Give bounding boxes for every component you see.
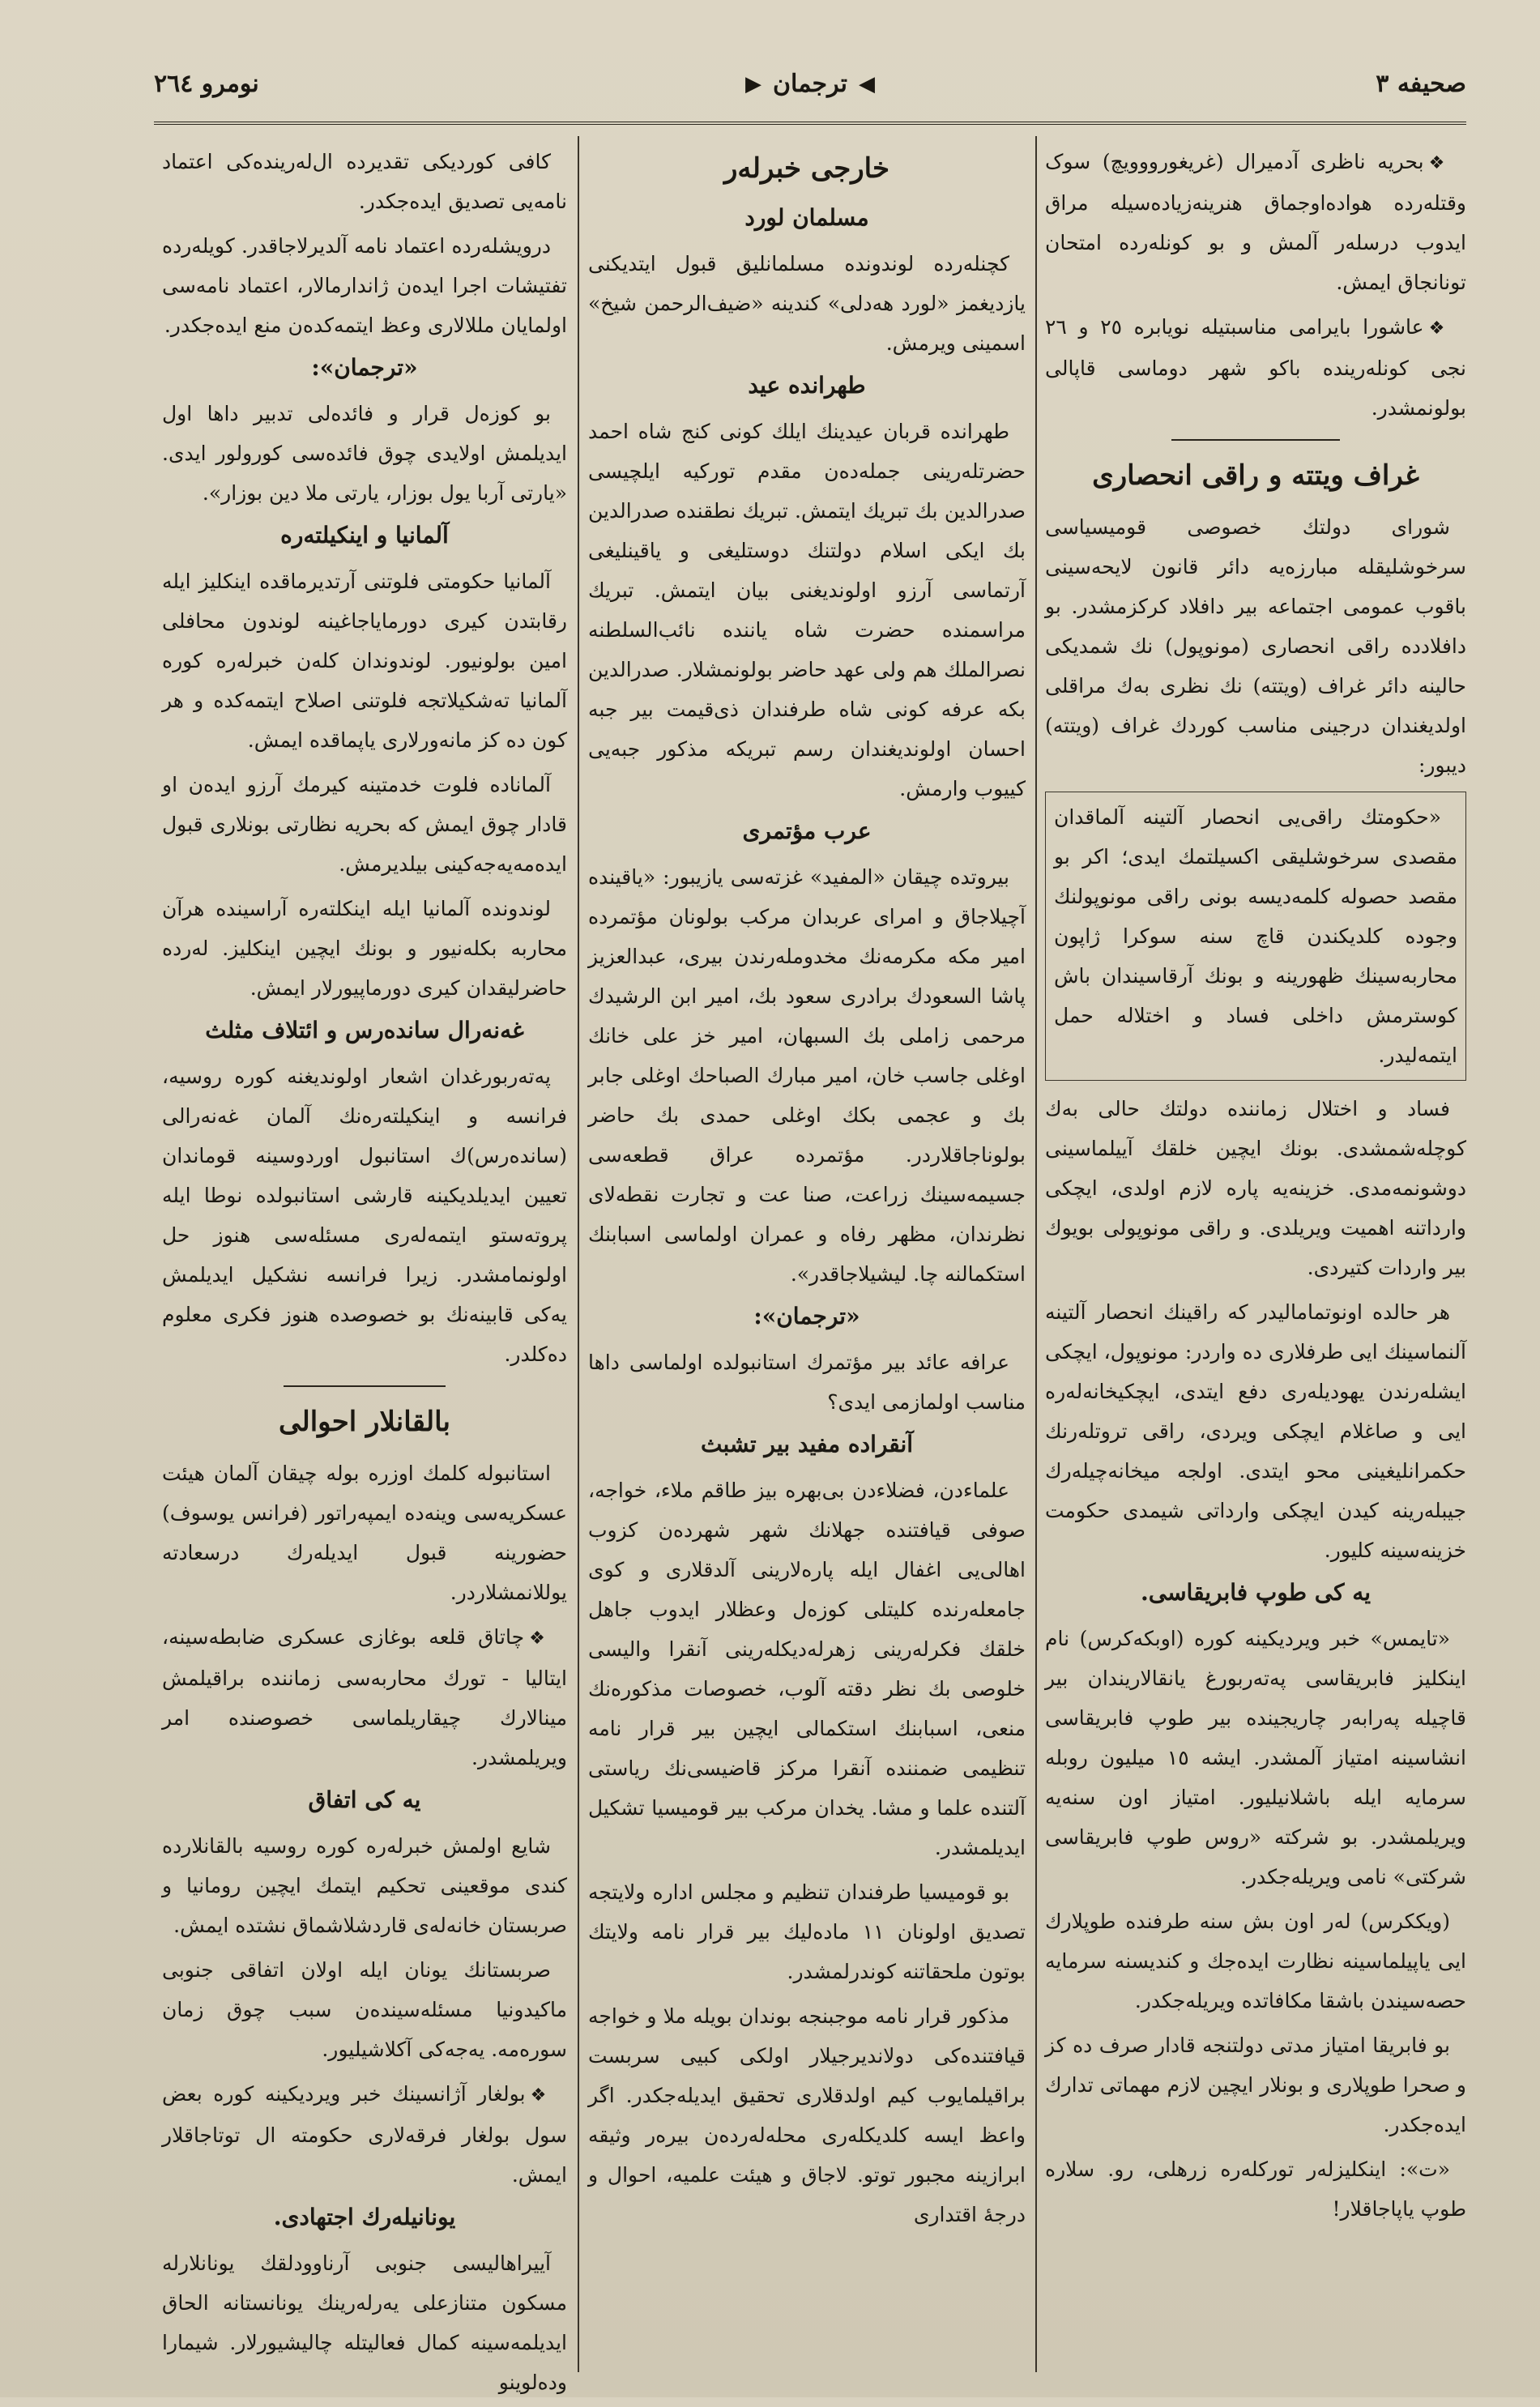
paragraph: فساد و اختلال زماننده دولتك حالی بەك کوچلەشمشدی. بونك ایچین خلقك آییلماسینی دوشونمەمدی. خزینەیه پاره لازم اولدی، ایچکی وارداتنه اهمیت ویریلدی. و راقی مونوپولی بویوك بیر واردات کتیردی. [1045, 1097, 1466, 1279]
paragraph: عرافه عائد بیر مؤتمرك استانبولده اولماسی داها مناسب اولمازمی ایدی؟ [588, 1351, 1026, 1414]
paragraph: استانبوله کلمك اوزره بوله چیقان آلمان هیئت عسکریەسی وینه‌ده ایمپەراتور (فرانس یوسوف) حضورینه قبول ایدیلەرك درسعادته یوللانمشلاردر. [162, 1462, 567, 1604]
section-heading: خارجی خبرلەر [723, 152, 890, 185]
ornament-icon: ◀ [858, 71, 875, 96]
paragraph: هر حالده اونوتمامالیدر که راقینك انحصار آلتینه آلنماسینك ایی طرفلاری ده واردر: مونوپول، ایچکی ایشلەرندن یهودیلەری دفع ایتدی، ایچکیخانەلەره ایی و صاغلام ایچکی ویردی، راقی تروتلەرنك حکمرانلیغینی محو ایتدی. اولجه میخانەچیلەرك جیبلەرینه کیدن ایچکی وارداتی شیمدی حکومت خزینەسینه کلیور. [1045, 1300, 1466, 1562]
column-center [588, 142, 1026, 2239]
subheading: یه کی اتفاق [308, 1786, 421, 1813]
paragraph: بو فابریقا امتیاز مدتی دولتنجه قادار صرف ده کز و صحرا طوپلاری و بونلار ایچین لازم مهماتی تدارك ایدەجکدر. [1045, 2034, 1466, 2136]
bullet-icon: ❖ [1428, 153, 1450, 173]
paragraph: بیروتده چیقان «المفید» غزتەسی یازیبور: «یاقینده آچیلاجاق و امرای عربدان مرکب بولونان مؤتمرده امیر مکه مکرمەنك مخدوملەرندن بیری، عبدالعزیز پاشا السعودك برادری سعود بك، امیر ابن الرشیدك مرحمی زاملی بك السبهان، امیر خز علی خانك اوغلی جاسب خان، امیر مبارك الصباحك اوغلی جابر بك و عجمی بکك اوغلی حمدی بك حاضر بولوناجاقلاردر. مؤتمرده عراق قطعەسی جسیمەسینك زراعت، صنا عت و تجارت نقطه‌لای نظرندان، مظهر رفاه و عمران اولماسی اسبابنك استکمالنه چا. لیشیلاجاقدر». [588, 865, 1026, 1286]
news-item: ❖عاشورا بایرامی مناسبتیله نویابره ٢٥ و ٢٦ نجی کونلەرینده باکو شهر دوماسی قاپالی بولونمشدر. [1045, 315, 1466, 420]
paragraph: شایع اولمش خبرلەره کوره روسیه بالقانلارده کندی موقعینی تحکیم ایتمك ایچین رومانیا و صربستان خانەلەی قاردشلاشماق نشتده ایمش. [162, 1834, 567, 1937]
news-item: ❖بحریه ناظری آدمیرال (غریغورووویچ) سوک وقتلەرده هواده‌اوجماق هنرینەزیادەسیله مراق ایدوب درسلەر آلمش و بو کونلەرده امتحان تونانجاق ایمش. [1045, 150, 1466, 294]
paragraph: علماءدن، فضلاءدن بی‌بهره بیز طاقم ملاء، خواجه، صوفی قیافتنده جهلانك شهر شهردەن کزوب اهالی‌یی اغفال ایله پارەلارینی آلدقلاری و کوی جامعلەرنده کلیتلی کوزەل وعظلار ایدوب جاهل خلقك فکرلەرینی زهرلەدیکلەرینی آنقرا والیسی خلوصی بك نظر دقته آلوب، خصوصات مذکورەنك منعی، اسبابنك استکمالی ایچین بیر قرار نامه تنظیمی ضمننده آنقرا مرکز قاضیسی‌نك ریاستی آلتنده علما و مشا. یخدان مرکب بیر قومیسیا تشکیل ایدیلمشدر. [588, 1479, 1026, 1859]
masthead [154, 63, 1466, 120]
news-item: ❖چاتاق قلعه بوغازی عسکری ضابطه‌سینه، ایتالیا - تورك محاربەسی زماننده براقیلمش مینالارك چیقاریلماسی خصوصنده امر ویریلمشدر. [162, 1625, 567, 1769]
paragraph: آلماناده فلوت خدمتینه کیرمك آرزو ایدەن او قادار چوق ایمش که بحریه نظارتی بونلاری قبول ایدەمەیەجەکینی بیلدیرمش. [162, 773, 567, 876]
paragraph: درویشلەرده اعتماد نامه آلدیرلاجاقدر. کویلەرده تفتیشات اجرا ایدەن ژاندارمالار، اعتماد نامەسی اولمایان مللالاری وعظ ایتمه‌کدەن منع ایدەجکدر. [162, 234, 567, 337]
newspaper-name: ترجمان [773, 70, 847, 98]
subheading: غەنەرال ساندەرس و ائتلاف مثلث [205, 1017, 524, 1043]
subheading: آنقراده مفید بیر تشبث [700, 1431, 914, 1457]
bullet-icon: ❖ [530, 2085, 551, 2106]
paragraph: مذکور قرار نامه موجبنجه بوندان بویله ملا و خواجه قیافتنده‌کی دولاندیرجیلار اولکی کبیی سربست براقیلمایوب کیم اولدقلاری تحقیق ایدیلەجکدر. اگر واعظ ایسه کلدیکلەری محلەلەردەن بیرەر وثیقه ابرازینه مجبور توتو. لاجاق و هیئت علمیه، احوال و درجۀ اقتداری [588, 2004, 1026, 2226]
column-left [162, 142, 567, 2407]
subheading: یونانیلەرك اجتهادی. [273, 2204, 456, 2230]
paragraph: بو کوزەل قرار و فائدەلی تدبیر داها اول ایدیلمش اولایدی چوق فائدەسی کورولور ایدی. «یارتی آربا یول بوزار، یارتی ملا دین بوزار». [162, 402, 567, 505]
paragraph: صربستانك یونان ایله اولان اتفاقی جنوبی ماکیدونیا مسئلەسیندەن سبب چوق زمان سورەمه. یەجەکی آکلاشیلیور. [162, 1958, 567, 2061]
section-heading: بالقانلار احوالی [279, 1406, 450, 1438]
paragraph: (ویککرس) لەر اون بش سنه طرفنده طوپلارك ایی یاپیلماسینه نظارت ایدەجك و کندیسنه سرمایه حصەسیندن باشقا مکافاتده ویریلەجکدر. [1045, 1910, 1466, 2012]
column-divider [578, 136, 579, 2372]
bullet-icon: ❖ [529, 1628, 551, 1649]
article-heading: غراف ویتته و راقی انحصاری [1092, 459, 1419, 492]
paragraph: بو قومیسیا طرفندان تنظیم و مجلس اداره ولایتجه تصدیق اولونان ١١ مادەلیك بیر قرار نامه ولایتك بوتون ملحقاتنه کوندرلمشدر. [588, 1880, 1026, 1983]
paragraph: کافی کوردیکی تقدیرده ال‌لەرینده‌کی اعتماد نامەیی تصدیق ایدەجکدر. [162, 150, 567, 213]
paragraph: پەتەربورغدان اشعار اولوندیغنه کوره روسیه، فرانسه و اینکیلتەره‌نك آلمان غەنەرالی (ساندەرس)ك استانبول اوردوسینه قوماندان تعیین ایدیلدیکینه قارشی استانبولده نوطا ایله پروتەستو ایتمەلەری مسئلەسی هنوز حل اولونمامشدر. زیرا فرانسه نشکیل ایدیلمش یەکی قابینەنك بو خصوصده هنوز فکری معلوم دەکلدر. [162, 1065, 567, 1366]
section-separator [284, 1385, 446, 1387]
masthead-title [745, 70, 875, 98]
paragraph: «تایمس» خبر ویردیکینه کوره (اوبکه‌کرس) نام اینکلیز فابریقاسی پەتەربورغ یانقالاریندان بیر قاچیله پەرابەر چاریجینده بیر طوپ فابریقاسی انشاسینه امتیاز آلمشدر. ایشه ١٥ میلیون روبله سرمایه ایله باشلانیلیور. امتیاز اون سنه‌یه ویریلمشدر. بو شرکته «روس طوپ فابریقاسی شرکتی» نامی ویریلەجکدر. [1045, 1627, 1466, 1888]
column-right [1045, 142, 1466, 2234]
quoted-paragraph: «حکومتك راقی‌یی انحصار آلتینه آلماقدان مقصدی سرخوشلیقی اکسیلتمك ایدی؛ اکر بو مقصد حصوله کلمەدیسه بونی راقی مونوپولنك وجوده کلدیکندن قاچ سنه سوکرا ژاپون محاربەسینك ظهورینه و بونك آرقاسیندان باش کوسترمش داخلی فساد و اختلاله حمل ایتمەلیدر. [1045, 792, 1466, 1081]
paragraph: آییراهالیسی جنوبی آرناوودلقك یونانلارله مسکون متنازعلی یەرلەرینك یونانستانه الحاق ایدیلمەسینه کمال فعالیتله چالیشیورلار. شیمارا ودەلوینو [162, 2251, 567, 2394]
editor-tag: «ترجمان»: [311, 354, 418, 381]
header-rule [154, 122, 1466, 125]
news-item: ❖بولغار آژانسینك خبر ویردیکینه کوره بعض سول بولغار فرقەلاری حکومته ال توتاجاقلار ایمش. [162, 2082, 567, 2187]
column-divider [1035, 136, 1037, 2372]
page-number: صحیفه ۳ [1376, 70, 1466, 98]
issue-number: نومرو ٢٦٤ [154, 70, 259, 98]
subheading: مسلمان لورد [744, 204, 869, 231]
subheading: یه کی طوپ فابریقاسی. [1140, 1579, 1371, 1606]
paragraph: کچنلەرده لوندونده مسلمانلیق قبول ایتدیکنی یازدیغمز «لورد هەدلی» کندینه «ضیف‌الرحمن شیخ» اسمینی ویرمش. [588, 252, 1026, 355]
section-separator [1171, 439, 1340, 441]
paragraph: لوندونده آلمانیا ایله اینکلتەره آراسینده هرآن محاربه بکلەنیور و بونك ایچین اینکلیز. لەرده حاضرلیقدان کیری دورماپیورلار ایمش. [162, 897, 567, 1000]
paragraph: شورای دولتك خصوصی قومیسیاسی سرخوشلیقله مبارزەیه دائر قانون لایحەسینی باقوب عمومی اجتماعه بیر دافلاد کرکزمشدر. بو دافلادده راقی انحصاری (مونوپول) نك شمدیکی حالینه دائر غراف (ویتته) نك نظری بەك مراقلی اولدیغندان درجینی مناسب کوردك غراف (ویتته) دیبور: [1045, 515, 1466, 777]
bullet-icon: ❖ [1428, 318, 1450, 339]
paragraph: طهرانده قربان عیدینك ایلك کونی کنج شاه احمد حضرتلەرینی جملەدەن مقدم تورکیه ایلچیسی صدرالدین بك تبریك ایتمش. تبریك نطقنده صدرالدین بك ایکی اسلام دولتنك دوستلیغی و یاقینلیغی آرتماسی آرزو اولوندیغنی بیان ایتمش. تبریك مراسمنده حضرت شاه یاننده نائب‌السلطنه نصرالملك هم ولی عهد حاضر بولونمشلار. صدرالدین بکه عرفه کونی شاه طرفندان ذی‌قیمت بیر جبه احسان اولوندیغندان رسم تبریکه مذکور جبەیی کییوب وارمش. [588, 420, 1026, 800]
editor-note: «ت»: اینکلیزلەر تورکلەره زرهلی، رو. سلاره طوپ یاپاجاقلار! [1045, 2157, 1466, 2221]
paragraph: آلمانیا حکومتی فلوتنی آرتدیرماقده اینکلیز ایله رقابتدن کیری دورمایاجاغینه لوندون محافلی امین بولونیور. لوندوندان کلەن خبرلەره کوره آلمانیا تەشکیلاتجه فلوتنی اصلاح ایتمه‌کده و هر کون ده کز مانەورلاری یاپماقده ایمش. [162, 570, 567, 752]
editor-tag: «ترجمان»: [753, 1303, 860, 1329]
subheading: طهرانده عید [748, 372, 866, 399]
ornament-icon: ▶ [745, 71, 762, 96]
subheading: عرب مؤتمری [742, 817, 872, 844]
subheading: آلمانیا و اینکیلتەره [280, 522, 449, 548]
